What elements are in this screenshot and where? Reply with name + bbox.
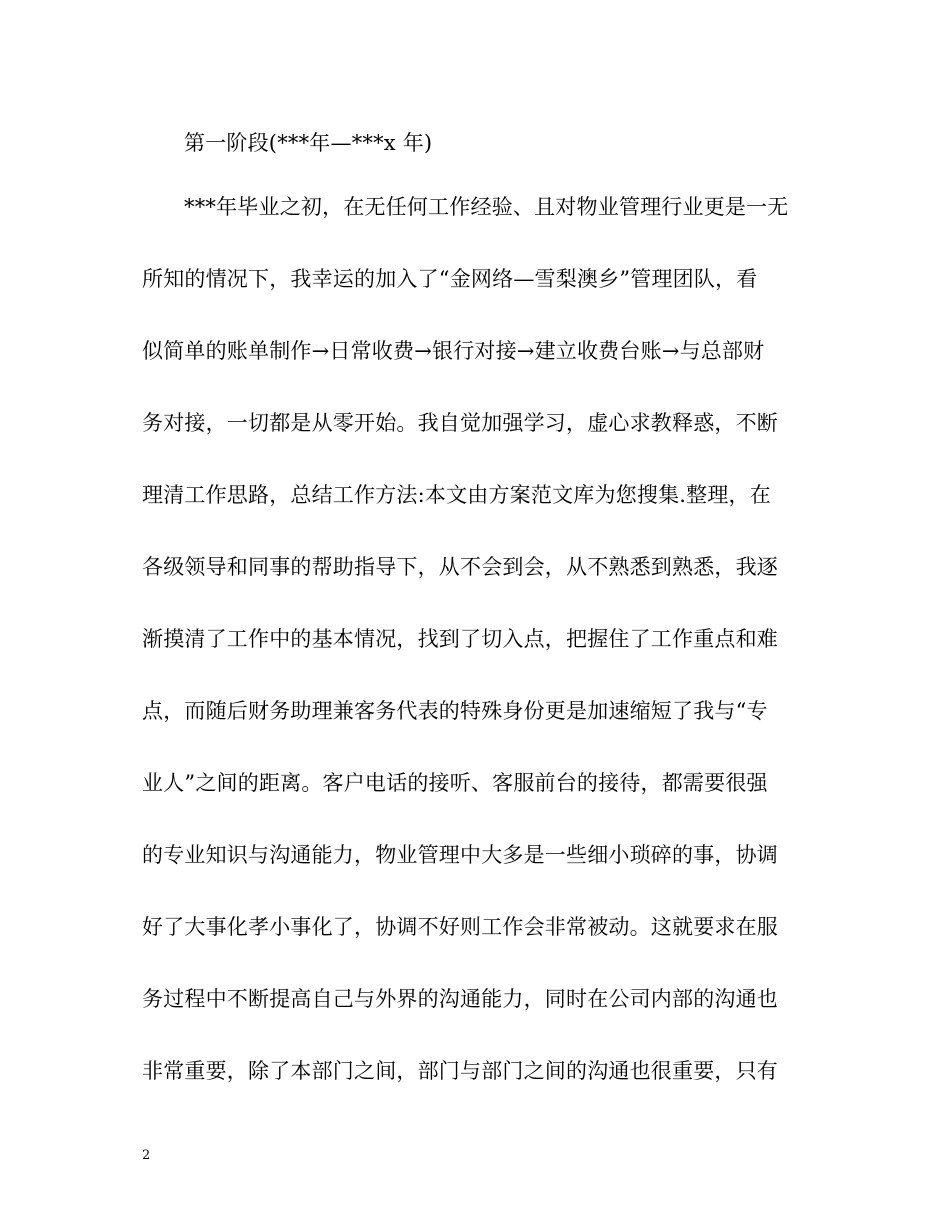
body-line: 业人”之间的距离。客户电话的接听、客服前台的接待，都需要很强 — [142, 771, 768, 795]
body-line: 好了大事化孝小事化了，协调不好则工作会非常被动。这就要求在服 — [142, 915, 778, 939]
section-heading: 第一阶段(***年—***x 年) — [184, 131, 433, 155]
body-line: 务过程中不断提高自己与外界的沟通能力，同时在公司内部的沟通也 — [142, 987, 778, 1011]
body-line: 理清工作思路，总结工作方法:本文由方案范文库为您搜集.整理，在 — [142, 483, 771, 507]
body-line: 所知的情况下，我幸运的加入了“金网络—雪梨澳乡”管理团队，看 — [142, 267, 758, 291]
body-line: 务对接，一切都是从零开始。我自觉加强学习，虚心求教释惑，不断 — [142, 411, 778, 435]
body-line: 的专业知识与沟通能力，物业管理中大多是一些细小琐碎的事，协调 — [142, 843, 778, 867]
page-number: 2 — [142, 1148, 151, 1163]
body-line: 点，而随后财务助理兼客务代表的特殊身份更是加速缩短了我与“专 — [142, 699, 768, 723]
body-line: 非常重要，除了本部门之间，部门与部门之间的沟通也很重要，只有 — [142, 1059, 778, 1083]
body-line: 渐摸清了工作中的基本情况，找到了切入点，把握住了工作重点和难 — [142, 627, 778, 651]
body-line: 各级领导和同事的帮助指导下，从不会到会，从不熟悉到熟悉，我逐 — [142, 555, 778, 579]
body-line: 似简单的账单制作→日常收费→银行对接→建立收费台账→与总部财 — [142, 339, 765, 363]
body-line: ***年毕业之初，在无任何工作经验、且对物业管理行业更是一无 — [184, 195, 789, 219]
